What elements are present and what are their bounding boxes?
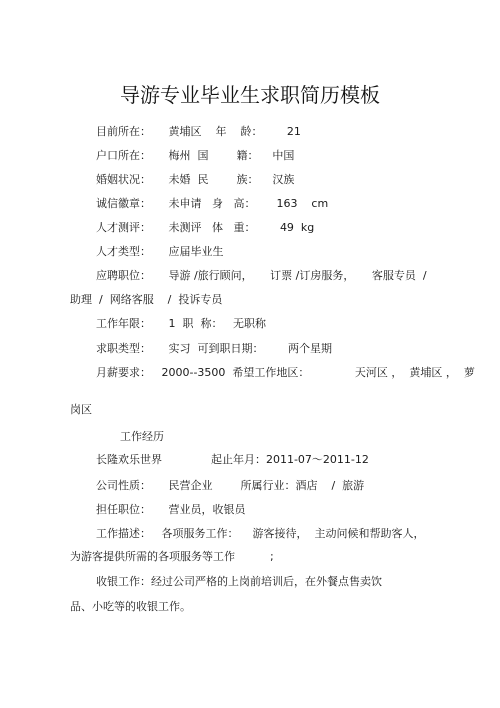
company-name-line: 长隆欢乐世界 起止年月：2011-07～2011-12 [96,453,369,466]
credit-badge-line: 诚信徽章： 未申请 身 高： 163 cm [96,197,329,210]
cashier-work-line: 收银工作：经过公司严格的上岗前培训后，在外餐点售卖饮 [96,575,382,588]
work-years-line: 工作年限： 1 职 称： 无职称 [96,317,266,330]
company-nature-line: 公司性质： 民营企业 所属行业：酒店 / 旅游 [96,479,365,492]
applied-position-line: 应聘职位： 导游 /旅行顾问， 订票 /订房服务， 客服专员 / [96,269,427,282]
job-type-line: 求职类型： 实习 可到职日期： 两个星期 [96,342,332,355]
work-experience-heading: 工作经历 [120,430,164,443]
resume-title: 导游专业毕业生求职简历模板 [120,83,380,107]
position-held-line: 担任职位： 营业员，收银员 [96,503,246,516]
current-location-line: 目前所在： 黄埔区 年 龄： 21 [96,125,301,138]
job-description-line: 工作描述： 各项服务工作： 游客接待， 主动问候和帮助客人， [96,527,425,540]
marital-status-line: 婚姻状况： 未婚 民 族： 汉族 [96,173,295,186]
talent-assessment-line: 人才测评： 未测评 体 重： 49 kg [96,221,315,234]
talent-type-line: 人才类型： 应届毕业生 [96,245,224,258]
salary-line: 月薪要求： 2000--3500 希望工作地区： 天河区 ， 黄埔区 ， 萝 [96,366,475,379]
household-registration-line: 户口所在： 梅州 国 籍： 中国 [96,149,295,162]
applied-position-cont-line: 助理 / 网络客服 / 投诉专员 [70,293,223,306]
cashier-work-cont-line: 品、小吃等的收银工作。 [70,600,191,613]
job-description-cont-line: 为游客提供所需的各项服务等工作 ; [70,550,274,563]
salary-cont-line: 岗区 [70,403,92,416]
